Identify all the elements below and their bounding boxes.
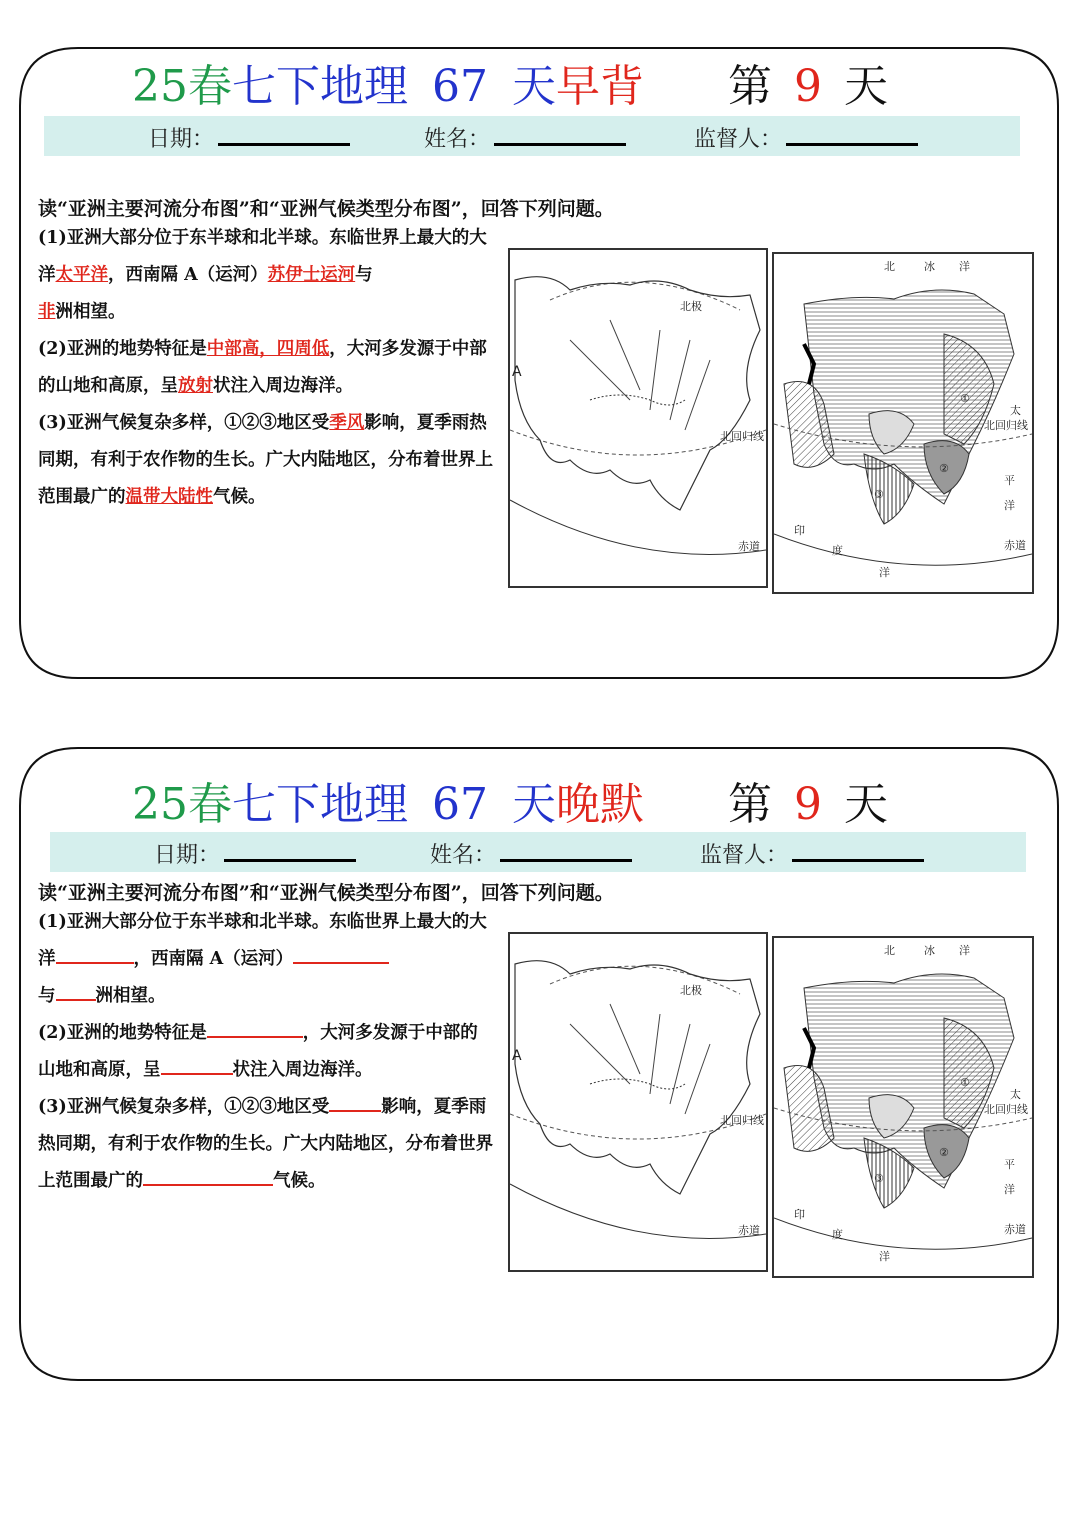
date-label: 日期：	[154, 843, 221, 868]
climate-map-pacific-2: 平	[1004, 474, 1015, 487]
q1-answer-canal: 苏伊士运河	[267, 265, 356, 285]
climate-map-arctic-ocean: 洋	[959, 944, 970, 957]
date-field[interactable]	[154, 838, 356, 869]
name-field[interactable]	[424, 122, 626, 153]
climate-map-pacific-1: 太	[1010, 1088, 1021, 1101]
asia-river-map	[508, 248, 768, 588]
climate-map-arctic-ocean: 洋	[959, 260, 970, 273]
question-intro: 读“亚洲主要河流分布图”和“亚洲气候类型分布图”，回答下列问题。	[38, 198, 614, 220]
climate-map-indian-1: 印	[794, 524, 805, 537]
climate-map-equator: 赤道	[1004, 1223, 1026, 1236]
river-map-equator: 赤道	[738, 540, 760, 553]
q1-blank-continent[interactable]	[56, 985, 96, 1001]
title-term: 25春	[132, 779, 232, 830]
title-mode: 早背	[556, 61, 644, 112]
climate-map-region-3: ③	[874, 1172, 884, 1185]
q1-text-b: ，西南隔 A（运河）	[108, 265, 268, 285]
title-term: 25春	[132, 61, 232, 112]
river-map-equator: 赤道	[738, 1224, 760, 1237]
river-map-canal-marker: A	[512, 364, 522, 380]
q1-answer-continent: 非	[38, 302, 56, 322]
title-day-number: 9	[794, 61, 822, 112]
climate-map-indian-2: 度	[832, 544, 843, 557]
climate-map-ice: 冰	[924, 260, 935, 273]
q2-text-c: 状注入周边海洋。	[232, 1060, 373, 1080]
climate-map-ice: 冰	[924, 944, 935, 957]
river-map-tropic: 北回归线	[720, 430, 764, 443]
question-1	[38, 904, 493, 1015]
climate-map-indian-3: 洋	[879, 1250, 890, 1263]
q3-text-a: (3)亚洲气候复杂多样，①②③地区受	[38, 1097, 330, 1117]
question-text	[38, 904, 493, 1200]
title-day-suffix: 天	[844, 779, 888, 830]
q2-blank-pattern[interactable]	[161, 1059, 233, 1075]
climate-map-drawing	[774, 254, 1032, 592]
climate-map-region-1: ①	[960, 392, 970, 405]
climate-map-pacific-3: 洋	[1004, 499, 1015, 512]
q2-text-b: ，大河多发源于中部的山地和高原，呈	[38, 1023, 478, 1080]
q3-text-b: 影响，夏季雨热同期，有利于农作物的生长。广大内陆地区，分布着世界上范围最广的	[38, 413, 493, 507]
asia-river-map	[508, 932, 768, 1272]
name-field[interactable]	[430, 838, 632, 869]
question-text	[38, 220, 493, 516]
supervisor-field[interactable]	[694, 122, 918, 153]
title-day-unit: 天	[512, 779, 556, 830]
climate-map-region-2: ②	[939, 1146, 949, 1159]
q3-text-c: 气候。	[213, 487, 266, 507]
climate-map-pacific-3: 洋	[1004, 1183, 1015, 1196]
climate-map-indian-3: 洋	[879, 566, 890, 579]
card-title	[132, 50, 1080, 114]
climate-map-region-3: ③	[874, 488, 884, 501]
climate-map-tropic: 北回归线	[984, 1103, 1028, 1116]
date-label: 日期：	[148, 127, 215, 152]
climate-map-pacific-2: 平	[1004, 1158, 1015, 1171]
river-map-north-pole: 北极	[680, 984, 702, 997]
q3-text-a: (3)亚洲气候复杂多样，①②③地区受	[38, 413, 330, 433]
name-line[interactable]	[494, 129, 626, 146]
climate-map-region-2: ②	[939, 462, 949, 475]
climate-map-equator: 赤道	[1004, 539, 1026, 552]
info-bar	[44, 116, 1020, 156]
q3-text-b: 影响，夏季雨热同期，有利于农作物的生长。广大内陆地区，分布着世界上范围最广的	[38, 1097, 493, 1191]
climate-map-indian-1: 印	[794, 1208, 805, 1221]
q1-text-c: 与	[355, 265, 373, 285]
supervisor-label: 监督人：	[694, 127, 783, 152]
question-2	[38, 331, 493, 405]
q2-text-c: 状注入周边海洋。	[213, 376, 353, 396]
q1-text-d: 洲相望。	[55, 302, 126, 322]
date-line[interactable]	[224, 845, 356, 862]
title-day-prefix: 第	[728, 61, 772, 112]
q3-text-c: 气候。	[273, 1171, 326, 1191]
q1-text-d: 洲相望。	[95, 986, 166, 1006]
title-subject: 七下地理	[232, 61, 408, 112]
q2-text-a: (2)亚洲的地势特征是	[38, 339, 207, 359]
info-bar	[50, 832, 1026, 872]
q1-text-a: (1)亚洲大部分位于东半球和北半球。东临世界上最大的大洋	[38, 228, 487, 285]
title-day-suffix: 天	[844, 61, 888, 112]
q2-text-a: (2)亚洲的地势特征是	[38, 1023, 207, 1043]
asia-climate-map	[772, 936, 1034, 1278]
river-map-drawing	[510, 250, 766, 586]
river-map-drawing	[510, 934, 766, 1270]
q2-answer-terrain: 中部高，四周低	[206, 339, 330, 359]
asia-climate-map	[772, 252, 1034, 594]
title-mode: 晚默	[556, 779, 644, 830]
supervisor-field[interactable]	[700, 838, 924, 869]
q3-blank-climate[interactable]	[143, 1170, 273, 1186]
climate-map-indian-2: 度	[832, 1228, 843, 1241]
climate-map-north: 北	[884, 944, 895, 957]
q2-blank-terrain[interactable]	[207, 1022, 303, 1038]
climate-map-drawing	[774, 938, 1032, 1276]
river-map-north-pole: 北极	[680, 300, 702, 313]
q3-answer-climate: 温带大陆性	[125, 487, 213, 507]
title-days: 67	[432, 779, 488, 830]
question-3	[38, 405, 493, 516]
q1-text-a: (1)亚洲大部分位于东半球和北半球。东临世界上最大的大洋	[38, 912, 487, 969]
river-map-canal-marker: A	[512, 1048, 522, 1064]
question-2	[38, 1015, 493, 1089]
climate-map-region-1: ①	[960, 1076, 970, 1089]
q1-text-c: 与	[38, 986, 56, 1006]
date-field[interactable]	[148, 122, 350, 153]
title-day-unit: 天	[512, 61, 556, 112]
q1-blank-ocean[interactable]	[56, 948, 134, 964]
supervisor-line[interactable]	[786, 129, 918, 146]
question-1	[38, 220, 493, 331]
q3-answer-monsoon: 季风	[329, 413, 365, 433]
supervisor-line[interactable]	[792, 845, 924, 862]
climate-map-tropic: 北回归线	[984, 419, 1028, 432]
question-intro: 读“亚洲主要河流分布图”和“亚洲气候类型分布图”，回答下列问题。	[38, 882, 614, 904]
q3-blank-monsoon[interactable]	[329, 1096, 381, 1112]
title-day-prefix: 第	[728, 779, 772, 830]
q1-blank-canal[interactable]	[293, 948, 389, 964]
q2-answer-pattern: 放射	[178, 376, 213, 396]
climate-map-pacific-1: 太	[1010, 404, 1021, 417]
title-day-number: 9	[794, 779, 822, 830]
name-label: 姓名：	[424, 127, 491, 152]
q1-answer-ocean: 太平洋	[55, 265, 108, 285]
supervisor-label: 监督人：	[700, 843, 789, 868]
title-subject: 七下地理	[232, 779, 408, 830]
climate-map-north: 北	[884, 260, 895, 273]
name-line[interactable]	[500, 845, 632, 862]
evening-dictation-card	[18, 746, 1060, 1382]
q1-text-b: ，西南隔 A（运河）	[133, 949, 294, 969]
date-line[interactable]	[218, 129, 350, 146]
q2-text-b: ，大河多发源于中部的山地和高原，呈	[38, 339, 487, 396]
river-map-tropic: 北回归线	[720, 1114, 764, 1127]
card-title	[132, 768, 1080, 832]
morning-recite-card	[18, 46, 1060, 680]
name-label: 姓名：	[430, 843, 497, 868]
question-3	[38, 1089, 493, 1200]
title-days: 67	[432, 61, 488, 112]
